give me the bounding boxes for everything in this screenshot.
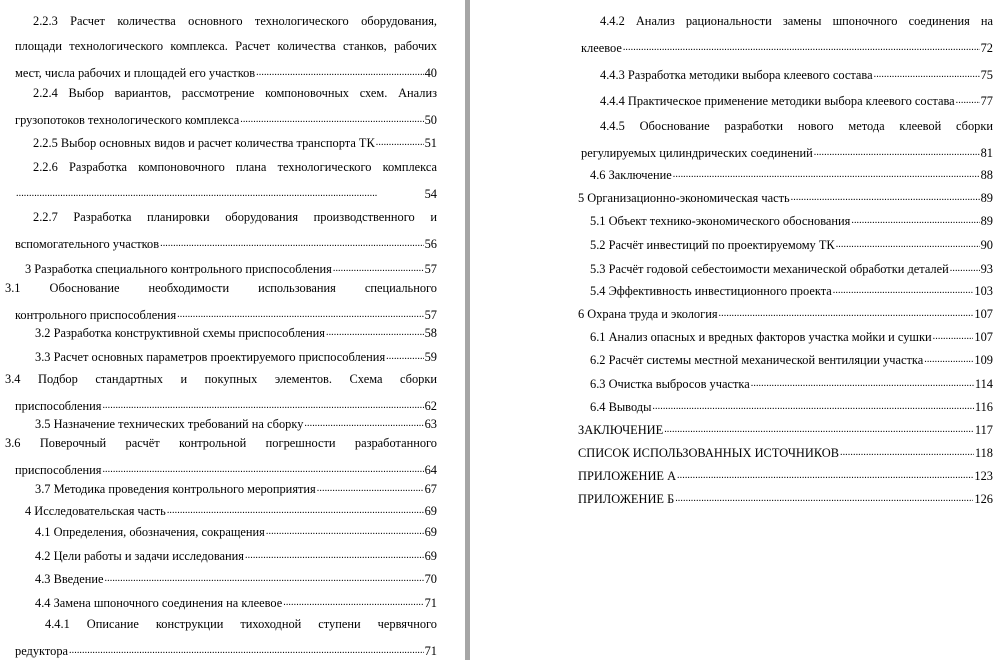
toc-entry[interactable] — [0, 322, 437, 342]
toc-entry[interactable] — [566, 349, 993, 369]
toc-page-number: 40 — [424, 66, 437, 80]
toc-page-number: 56 — [424, 237, 437, 251]
toc-page-right — [470, 0, 1000, 660]
toc-entry-title: клеевое — [581, 41, 622, 55]
toc-entry[interactable] — [566, 488, 993, 508]
dot-leader — [167, 500, 424, 520]
toc-entry-title: 4.4 Замена шпоночного соединения на клеевое — [35, 596, 283, 610]
toc-entry-title: 4 Исследовательская часть — [25, 504, 166, 518]
toc-entry[interactable] — [0, 12, 437, 82]
toc-entry[interactable] — [0, 208, 437, 253]
toc-entry-title: грузопотоков технологического комплекса — [15, 113, 240, 127]
dot-leader — [874, 64, 980, 84]
toc-page-number: 109 — [974, 353, 993, 367]
toc-entry[interactable] — [566, 465, 993, 485]
toc-page-number: 69 — [424, 525, 437, 539]
toc-page-number: 69 — [424, 549, 437, 563]
toc-entry-title: ПРИЛОЖЕНИЕ А — [578, 469, 677, 483]
toc-entry[interactable] — [0, 615, 437, 660]
toc-entry-title: 4.2 Цели работы и задачи исследования — [35, 549, 245, 563]
toc-page-number: 67 — [424, 482, 437, 496]
toc-page-number: 70 — [424, 572, 437, 586]
toc-entry[interactable] — [566, 234, 993, 254]
dot-leader — [950, 258, 980, 278]
toc-page-left — [0, 0, 465, 660]
toc-entry[interactable] — [0, 434, 437, 479]
toc-entry[interactable] — [0, 568, 437, 588]
dot-leader — [386, 346, 423, 366]
toc-entry[interactable] — [566, 117, 993, 162]
toc-entry-line: 2.2.7 Разработка планировки оборудования производственного и — [33, 210, 437, 224]
toc-page-number: 118 — [974, 446, 993, 460]
toc-page-number: 63 — [424, 417, 437, 431]
toc-page-number: 117 — [974, 423, 993, 437]
toc-page-number: 54 — [424, 187, 437, 201]
dot-leader — [673, 164, 980, 184]
dot-leader — [840, 442, 974, 462]
toc-entry[interactable] — [566, 258, 993, 278]
toc-entry-title: 6.1 Анализ опасных и вредных факторов участка мойки и сушки — [590, 330, 932, 344]
toc-entry[interactable] — [566, 373, 993, 393]
toc-entry-title: 4.6 Заключение — [590, 168, 672, 182]
toc-page-number: 57 — [424, 308, 437, 322]
dot-leader — [102, 395, 423, 415]
dot-leader — [105, 568, 424, 588]
toc-entry-title: 3 Разработка специального контрольного приспособления — [25, 262, 332, 276]
toc-page-number: 107 — [974, 307, 993, 321]
toc-entry-line: 2.2.4 Выбор вариантов, рассмотрение компоновочных схем. Анализ — [33, 86, 437, 100]
toc-entry-title: ЗАКЛЮЧЕНИЕ — [578, 423, 664, 437]
toc-entry-title: приспособления — [15, 463, 102, 477]
toc-entry-title: 4.3 Введение — [35, 572, 104, 586]
toc-entry-title: 3.2 Разработка конструктивной схемы приспособления — [35, 326, 325, 340]
toc-entry-title: 6.3 Очистка выбросов участка — [590, 377, 750, 391]
toc-entry[interactable] — [0, 521, 437, 541]
toc-entry-line: площади технологического комплекса. Расчет количества станков, рабочих — [15, 39, 437, 53]
toc-entry[interactable] — [566, 396, 993, 416]
toc-page-number: 103 — [974, 284, 993, 298]
toc-page-number: 59 — [424, 350, 437, 364]
toc-entry-title: 3.5 Назначение технических требований на сборку — [35, 417, 304, 431]
toc-entry[interactable] — [566, 210, 993, 230]
toc-page-number: 93 — [980, 262, 993, 276]
toc-entry[interactable] — [566, 326, 993, 346]
dot-leader — [240, 109, 423, 129]
toc-entry[interactable] — [0, 370, 437, 415]
toc-entry[interactable] — [566, 419, 993, 439]
dot-leader — [16, 183, 424, 203]
toc-entry[interactable] — [0, 500, 437, 520]
toc-page-number: 50 — [424, 113, 437, 127]
dot-leader — [304, 413, 423, 433]
dot-leader — [677, 465, 973, 485]
toc-page-number: 58 — [424, 326, 437, 340]
toc-entry[interactable] — [0, 545, 437, 565]
toc-entry-line: 2.2.6 Разработка компоновочного плана технологического комплекса — [33, 160, 437, 174]
toc-entry-title: СПИСОК ИСПОЛЬЗОВАННЫХ ИСТОЧНИКОВ — [578, 446, 839, 460]
toc-entry-title: ПРИЛОЖЕНИЕ Б — [578, 492, 675, 506]
toc-entry[interactable] — [0, 592, 437, 612]
toc-entry-title: 5.3 Расчёт годовой себестоимости механической обработки деталей — [590, 262, 949, 276]
dot-leader — [851, 210, 979, 230]
toc-page-number: 90 — [980, 238, 993, 252]
toc-page-number: 72 — [980, 41, 993, 55]
dot-leader — [283, 592, 423, 612]
dot-leader — [256, 62, 423, 82]
toc-page-number: 126 — [974, 492, 993, 506]
toc-entry[interactable] — [566, 442, 993, 462]
dot-leader — [664, 419, 974, 439]
toc-entry-line: 3.6 Поверочный расчёт контрольной погрешности разработанного — [5, 436, 437, 450]
toc-entry-title: 4.1 Определения, обозначения, сокращения — [35, 525, 265, 539]
toc-entry-line: 4.4.2 Анализ рациональности замены шпоночного соединения на — [600, 14, 993, 28]
toc-entry-line: 3.1 Обоснование необходимости использования специального — [5, 281, 437, 295]
dot-leader — [266, 521, 424, 541]
toc-entry-title: 4.4.4 Практическое применение методики выбора клеевого состава — [600, 94, 955, 108]
toc-entry-title: 3.7 Методика проведения контрольного мероприятия — [35, 482, 316, 496]
dot-leader — [791, 187, 980, 207]
toc-page-number: 57 — [424, 262, 437, 276]
toc-page-number: 88 — [980, 168, 993, 182]
dot-leader — [652, 396, 973, 416]
toc-entry[interactable] — [566, 164, 993, 184]
toc-entry-title: 5.1 Объект технико-экономического обоснования — [590, 214, 851, 228]
toc-entry-title: приспособления — [15, 399, 102, 413]
toc-entry-title: 6 Охрана труда и экология — [578, 307, 718, 321]
toc-page-number: 89 — [980, 191, 993, 205]
toc-page-number: 114 — [974, 377, 993, 391]
dot-leader — [836, 234, 980, 254]
toc-entry-title: 5.2 Расчёт инвестиций по проектируемому ТК — [590, 238, 835, 252]
toc-entry-title: контрольного приспособления — [15, 308, 177, 322]
toc-entry-title: 6.4 Выводы — [590, 400, 652, 414]
dot-leader — [833, 280, 974, 300]
toc-page-number: 69 — [424, 504, 437, 518]
toc-entry[interactable] — [0, 279, 437, 324]
toc-page-number: 62 — [424, 399, 437, 413]
toc-entry-title: 3.3 Расчет основных параметров проектируемого приспособления — [35, 350, 386, 364]
dot-leader — [160, 233, 424, 253]
dot-leader — [102, 459, 423, 479]
toc-entry[interactable] — [0, 158, 437, 203]
toc-page-number: 107 — [974, 330, 993, 344]
dot-leader — [956, 90, 980, 110]
dot-leader — [333, 258, 424, 278]
toc-entry[interactable] — [0, 413, 437, 433]
dot-leader — [814, 142, 980, 162]
dot-leader — [326, 322, 424, 342]
toc-entry[interactable] — [0, 478, 437, 498]
toc-entry[interactable] — [566, 187, 993, 207]
toc-entry[interactable] — [566, 64, 993, 84]
toc-entry[interactable] — [0, 84, 437, 129]
toc-entry[interactable] — [566, 303, 993, 323]
dot-leader — [751, 373, 974, 393]
toc-entry[interactable] — [566, 90, 993, 110]
toc-page-number: 75 — [980, 68, 993, 82]
toc-entry-title: 5 Организационно-экономическая часть — [578, 191, 790, 205]
toc-entry-title: 6.2 Расчёт системы местной механической вентиляции участка — [590, 353, 924, 367]
toc-page-number: 123 — [974, 469, 993, 483]
toc-entry-line: 4.4.1 Описание конструкции тихоходной ступени червячного — [45, 617, 437, 631]
toc-entry-title: 2.2.5 Выбор основных видов и расчет количества транспорта ТК — [33, 136, 375, 150]
toc-page-number: 81 — [980, 146, 993, 160]
dot-leader — [719, 303, 974, 323]
toc-entry[interactable] — [566, 280, 993, 300]
toc-entry-title: редуктора — [15, 644, 69, 658]
dot-leader — [675, 488, 973, 508]
dot-leader — [317, 478, 424, 498]
toc-entry-line: 4.4.5 Обоснование разработки нового метода клеевой сборки — [600, 119, 993, 133]
toc-page-number: 51 — [424, 136, 437, 150]
toc-entry-title: вспомогательного участков — [15, 237, 160, 251]
dot-leader — [69, 640, 424, 660]
dot-leader — [177, 304, 423, 324]
toc-page-number: 64 — [424, 463, 437, 477]
dot-leader — [924, 349, 973, 369]
toc-entry-title: регулируемых цилиндрических соединений — [581, 146, 813, 160]
toc-page-number: 71 — [424, 644, 437, 658]
toc-entry[interactable] — [0, 258, 437, 278]
toc-entry-line: 2.2.3 Расчет количества основного технологического оборудования, — [33, 14, 437, 28]
dot-leader — [933, 326, 974, 346]
dot-leader — [376, 132, 424, 152]
toc-entry-title: мест, числа рабочих и площадей его участков — [15, 66, 256, 80]
toc-page-number: 71 — [424, 596, 437, 610]
toc-entry-line: 3.4 Подбор стандартных и покупных элементов. Схема сборки — [5, 372, 437, 386]
toc-page-number: 77 — [980, 94, 993, 108]
toc-entry[interactable] — [566, 12, 993, 57]
toc-entry[interactable] — [0, 132, 437, 152]
dot-leader — [623, 37, 980, 57]
toc-page-number: 116 — [974, 400, 993, 414]
dot-leader — [245, 545, 424, 565]
toc-page-number: 89 — [980, 214, 993, 228]
toc-entry[interactable] — [0, 346, 437, 366]
toc-entry-title: 5.4 Эффективность инвестиционного проекта — [590, 284, 832, 298]
toc-entry-title: 4.4.3 Разработка методики выбора клеевого состава — [600, 68, 873, 82]
